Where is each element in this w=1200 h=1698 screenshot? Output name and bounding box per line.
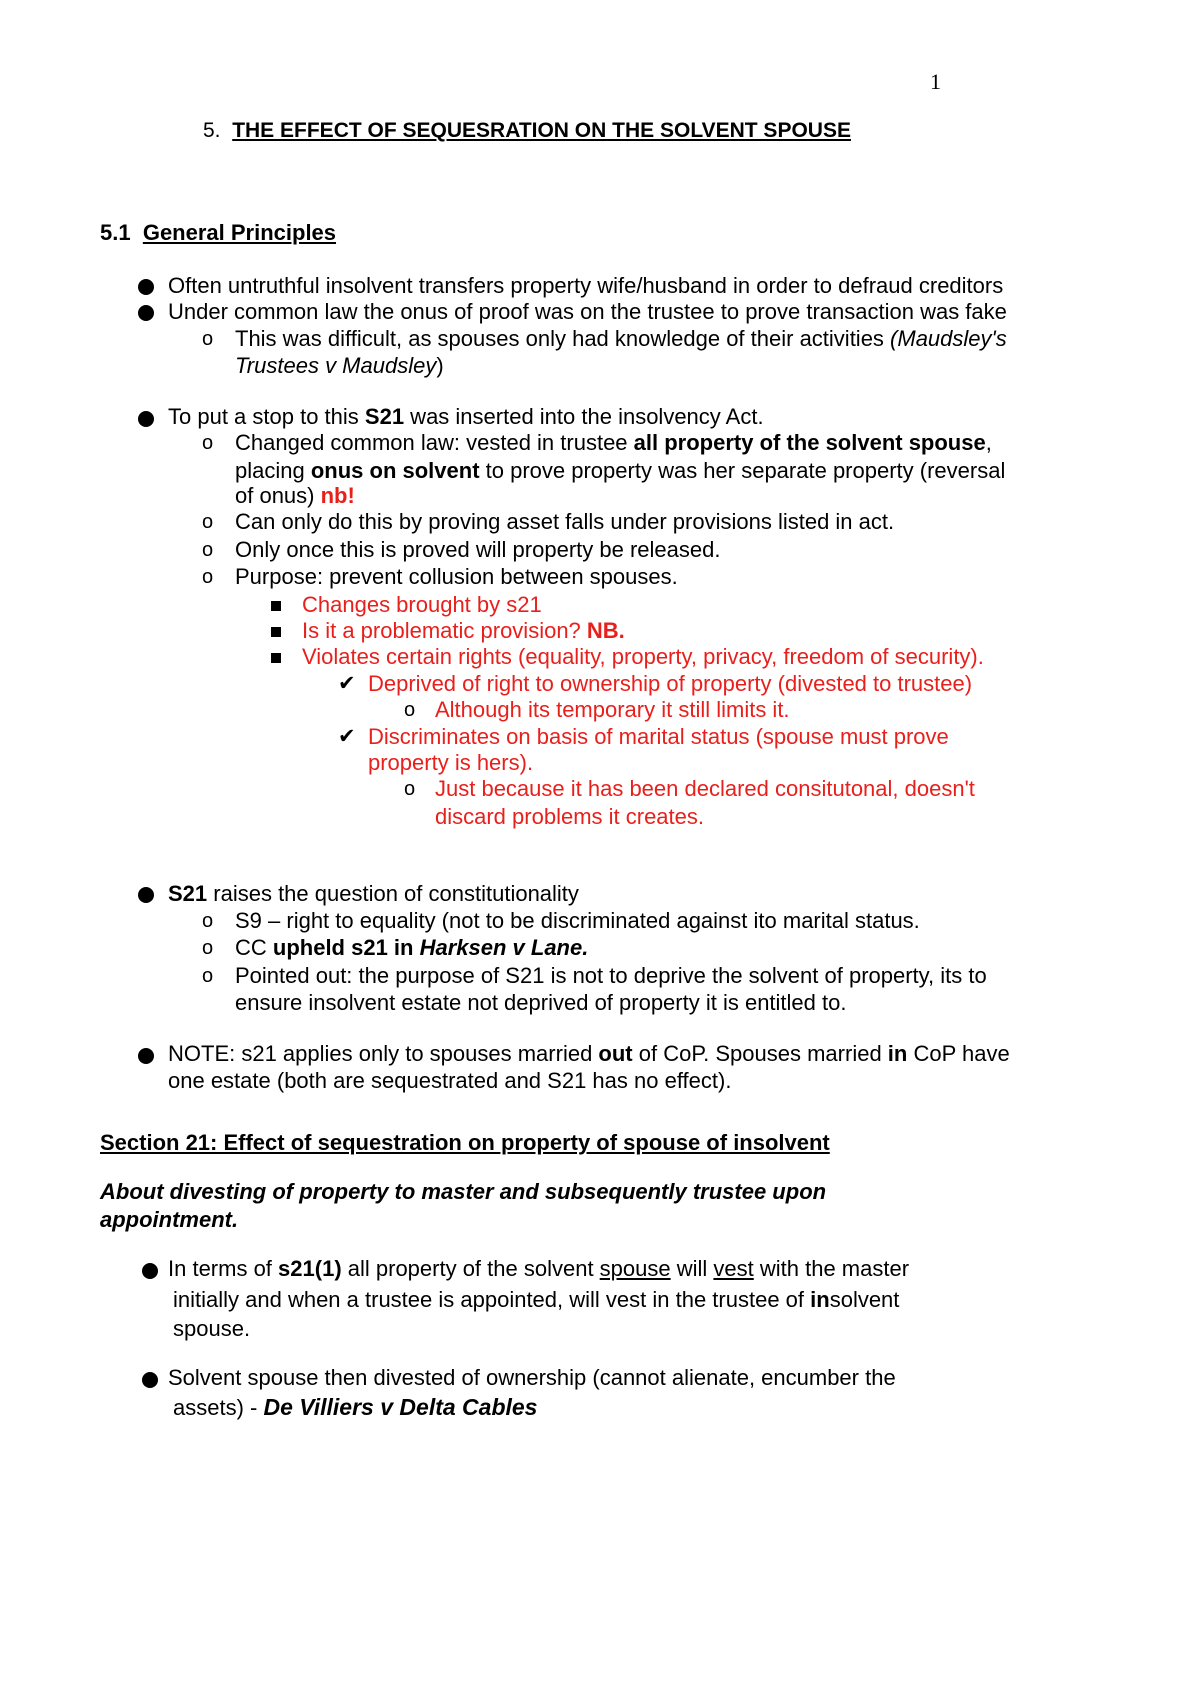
bullet-4-sub-1: S9 – right to equality (not to be discriminated against ito marital status. [235,908,920,933]
s21-point-1-cont2: spouse. [173,1316,251,1341]
bullet-4 [168,880,579,908]
checkmark-icon: ✔ [338,725,356,748]
check-2-sub-cont: discard problems it creates. [435,804,704,829]
bullet-dot-icon [138,1048,154,1064]
text: solvent [829,1287,900,1312]
text: , [985,430,992,455]
section-21-about-cont: appointment. [100,1207,239,1232]
sub-bullet-o-icon: o [202,910,214,932]
bullet-4-sub-2 [235,934,588,962]
section-21-about: About divesting of property to master and subsequently trustee upon [100,1179,827,1204]
checkmark-icon: ✔ [338,672,356,695]
text: Changed common law: vested in trustee [235,430,634,455]
bullet-3-sq-2 [302,617,625,645]
bullet-dot-icon [142,1372,158,1388]
sub-bullet-o-icon: o [202,432,214,454]
text-bold: onus on solvent [310,458,480,483]
text: In terms of [168,1256,279,1281]
bullet-dot-icon [138,887,154,903]
sub-bullet-o-icon: o [202,566,214,588]
text-bold: S21 [168,881,208,906]
text: NOTE: s21 applies only to spouses married [168,1041,599,1066]
s21-point-2: Solvent spouse then divested of ownership (cannot alienate, encumber the [168,1365,896,1390]
bullet-2: Under common law the onus of proof was on the trustee to prove transaction was fake [168,299,1007,324]
text-bold: in [887,1041,908,1066]
text: will [670,1256,714,1281]
bullet-3-sub-1 [235,429,992,457]
text-bold: NB. [586,618,625,643]
bullet-4-sub-3: Pointed out: the purpose of S21 is not to deprive the solvent of property, its to [235,963,987,988]
sub-bullet-o-icon: o [202,937,214,959]
section-heading-5-1 [100,219,336,247]
text: to prove property was her separate property (reversal [479,458,1006,483]
title-text: THE EFFECT OF SEQUESRATION ON THE SOLVENT SPOUSE [232,119,851,142]
sub-bullet-o-icon: o [202,511,214,533]
sub-bullet-o-icon: o [202,328,214,350]
bullet-3-sq-1: Changes brought by s21 [302,592,542,617]
text: of CoP. Spouses married [632,1041,888,1066]
check-2-sub: Just because it has been declared consitutonal, doesn't [435,776,975,801]
sub-bullet-o-icon: o [202,965,214,987]
case-name: Harksen v Lane. [419,935,589,960]
s21-point-1 [168,1255,909,1283]
section-21-heading: Section 21: Effect of sequestration on property of spouse of insolvent [100,1130,830,1155]
text: CC [235,935,273,960]
text-bold: s21(1) [278,1256,342,1281]
text: initially and when a trustee is appointed, will vest in the trustee of [173,1287,811,1312]
check-2-cont: property is hers). [368,750,534,775]
text-bold: all property of the solvent spouse [633,430,986,455]
text: To put a stop to this [168,404,365,429]
square-bullet-icon [271,601,281,611]
bullet-dot-icon [138,411,154,427]
s21-point-1-cont [173,1286,899,1314]
bullet-dot-icon [138,279,154,295]
nb-marker: nb! [320,483,355,508]
bullet-4-sub-3-cont: ensure insolvent estate not deprived of property it is entitled to. [235,990,847,1015]
title-number: 5. [203,119,221,142]
text-underlined: spouse [599,1256,671,1281]
page-title [203,117,851,145]
text: of onus) [235,483,321,508]
check-1: Deprived of right to ownership of property (divested to trustee) [368,671,973,696]
sub-bullet-o-icon: o [404,699,416,721]
bullet-2-sub-1 [235,325,1007,353]
text-bold: in [810,1287,830,1312]
text: raises the question of constitutionality [207,881,579,906]
text: was inserted into the insolvency Act. [404,404,764,429]
s21-point-2-cont [173,1393,537,1422]
check-2: Discriminates on basis of marital status (spouse must prove [368,724,949,749]
text-bold: upheld s21 in [272,935,420,960]
text: ) [436,353,444,378]
bullet-dot-icon [138,305,154,321]
bullet-3-sub-1-cont [235,457,1005,485]
case-name: Trustees v Maudsley [235,353,437,378]
square-bullet-icon [271,653,281,663]
sub-bullet-o-icon: o [404,778,416,800]
text: with the master [753,1256,910,1281]
text-bold: S21 [364,404,405,429]
bullet-5 [168,1040,1010,1068]
case-name: De Villiers v Delta Cables [263,1394,538,1420]
section-number: 5.1 [100,220,131,245]
bullet-3-sub-1-cont2 [235,482,355,510]
bullet-3-sub-2: Can only do this by proving asset falls under provisions listed in act. [235,509,895,534]
bullet-2-sub-1-cont [235,352,444,380]
text: Is it a problematic provision? [302,618,587,643]
sub-bullet-o-icon: o [202,539,214,561]
bullet-1: Often untruthful insolvent transfers property wife/husband in order to defraud creditors [168,273,1004,298]
text: assets) - [173,1395,264,1420]
text: This was difficult, as spouses only had knowledge of their activities [235,326,891,351]
bullet-3-sub-3: Only once this is proved will property be released. [235,537,721,562]
text: CoP have [907,1041,1010,1066]
section-label: General Principles [142,220,337,245]
text-bold: out [598,1041,633,1066]
bullet-dot-icon [142,1263,158,1279]
square-bullet-icon [271,627,281,637]
bullet-5-cont: one estate (both are sequestrated and S21 has no effect). [168,1068,732,1093]
text: all property of the solvent [341,1256,600,1281]
page-number: 1 [930,69,941,94]
case-name: (Maudsley's [890,326,1007,351]
check-1-sub: Although its temporary it still limits it. [435,697,790,722]
text-underlined: vest [713,1256,754,1281]
text: placing [235,458,311,483]
bullet-3-sub-4: Purpose: prevent collusion between spouses. [235,564,678,589]
bullet-3-sq-3: Violates certain rights (equality, property, privacy, freedom of security). [302,644,984,669]
bullet-3 [168,403,764,431]
